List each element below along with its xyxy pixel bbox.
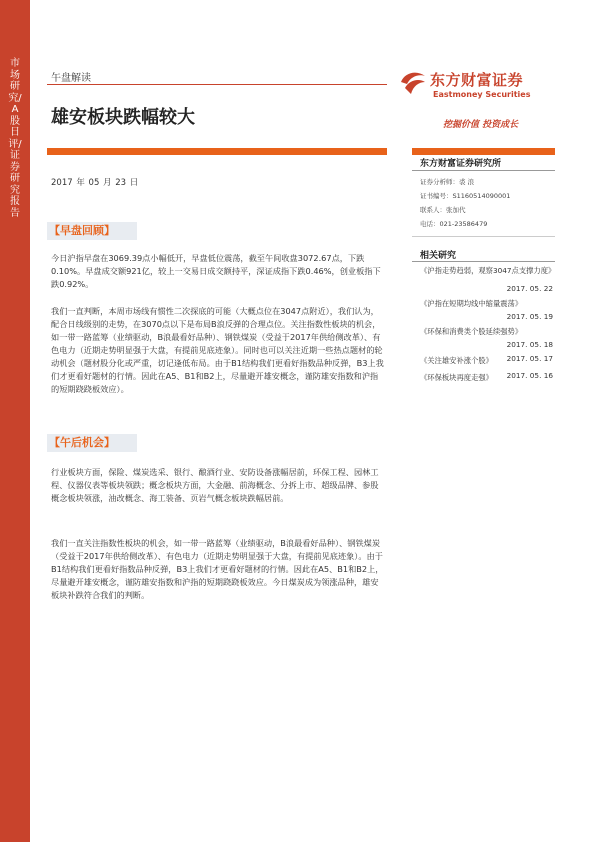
brand-name-en: Eastmoney Securities xyxy=(433,90,531,99)
related-item-title[interactable]: 《关注雄安补涨个股》 xyxy=(420,356,493,365)
related-divider xyxy=(412,261,555,262)
related-item-date: 2017. 05. 17 xyxy=(506,354,553,363)
related-item-title[interactable]: 《环保和消费类个股延续强势》 xyxy=(420,327,523,336)
afternoon-paragraph: 我们一直关注指数性板块的机会，如一带一路蓝筹（业绩驱动，B浪最看好品种）、钢铁煤炭（受益于2017年供给侧改革）、有色电力（近期走势明显强于大盘，有提前见底迹象）。由于B1结构我们更看好指数品种反弹，B3上我们才更看好题材的行情。因此在A5、B1和B2上，尽量避开雄安概念，谨防雄安指数和沪指的短期跷跷板效应。今日煤炭成为领涨品种，雄安板块补跌符合我们的判断。 xyxy=(51,538,384,600)
morning-paragraph: 我们一直判断，本周市场线有惯性二次探底的可能（大概点位在3047点附近），我们认为，配合日线级别的走势，在3070点以下是布局B浪反弹的合理点位。关注指数性板块的机会，如一带一路蓝筹（业绩驱动，B浪最看好品种）、钢铁煤炭（受益于2017年供给侧改革）、有色电力（近期走势明显强于大盘，有提前见底迹象）。同时也可以关注近期一些热点题材的轮动机会（题材股分化或严重，切记逢低布局。由于B1结构我们更看好指数品种反弹，B3上我们才更看好题材的行情。因此在A5、B1和B2上，尽量避开雄安概念，谨防雄安指数和沪指的短期跷跷板效应）。 xyxy=(51,306,384,394)
side-band xyxy=(0,0,30,842)
related-item-title[interactable]: 《沪指走势趋弱，观察3047点支撑力度》 xyxy=(420,266,556,275)
related-research-title: 相关研究 xyxy=(420,251,457,261)
sidebar-divider xyxy=(412,170,555,171)
report-title: 雄安板块跌幅较大 xyxy=(51,107,195,128)
category-divider xyxy=(47,84,387,85)
section-heading-morning: 【早盘回顾】 xyxy=(47,222,137,240)
side-label: 市场研究/A股日评/证券研究报告 xyxy=(8,58,22,219)
sidebar-accent-bar xyxy=(412,148,555,155)
brand-logo-icon xyxy=(399,68,427,96)
phone-line: 电话：021-23586479 xyxy=(420,220,488,228)
cert-line: 证书编号：S1160514090001 xyxy=(420,192,511,200)
section-heading-afternoon: 【午后机会】 xyxy=(47,434,137,452)
sidebar-divider xyxy=(412,236,555,237)
related-item-title[interactable]: 《环保板块再度走强》 xyxy=(420,373,493,382)
report-date: 2017 年 05 月 23 日 xyxy=(51,178,139,188)
related-item-date: 2017. 05. 19 xyxy=(506,312,553,321)
analyst-line: 证券分析师：裘 浪 xyxy=(420,178,475,186)
related-item-date: 2017. 05. 22 xyxy=(506,284,553,293)
brand-name-cn: 东方财富证券 xyxy=(430,71,524,89)
report-category: 午盘解读 xyxy=(51,73,91,84)
related-item-date: 2017. 05. 18 xyxy=(506,340,553,349)
brand-slogan: 挖掘价值 投资成长 xyxy=(443,120,519,130)
related-item-date: 2017. 05. 16 xyxy=(506,371,553,380)
afternoon-paragraph: 行业板块方面，保险、煤炭选采、银行、酿酒行业、安防设备涨幅居前，环保工程、园林工程、仪器仪表等板块领跌；概念板块方面，大金融、前海概念、分拆上市、超级品牌、参股概念板块领涨，油改概念、海工装备、页岩气概念板块跌幅居前。 xyxy=(51,467,379,503)
related-item-title[interactable]: 《沪指在短期均线中缩量震荡》 xyxy=(420,299,523,308)
institute-name: 东方财富证券研究所 xyxy=(420,159,502,169)
morning-paragraph: 今日沪指早盘在3069.39点小幅低开，早盘低位震荡，截至午间收盘3072.67点，下跌0.10%。早盘成交额921亿，较上一交易日成交额持平，深证成指下跌0.46%，创业板指下跌0.92%。 xyxy=(51,253,381,289)
main-accent-bar xyxy=(47,148,387,155)
contact-line: 联系人：张加代 xyxy=(420,206,466,214)
